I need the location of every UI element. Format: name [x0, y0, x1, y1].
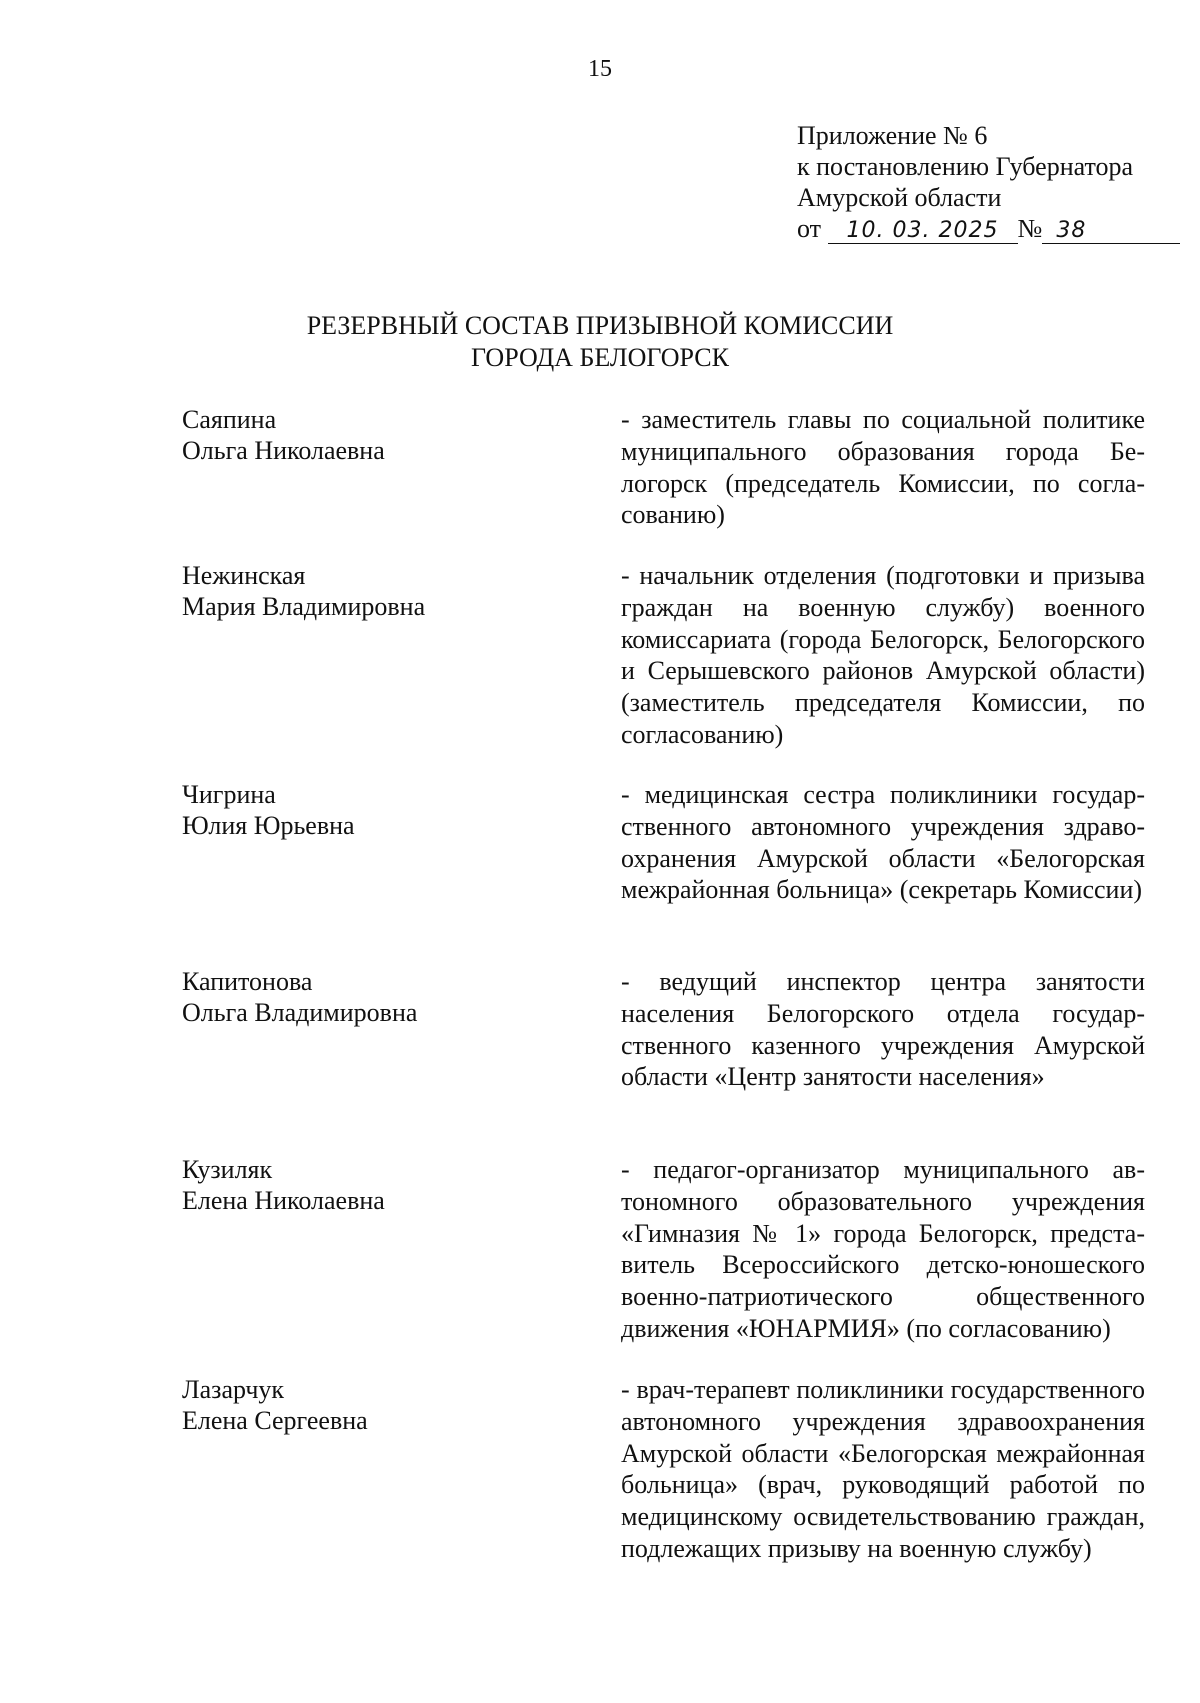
member-role: - ведущий инспектор центра занятости населения Белогорского отдела государственного казенного учреждения Амурской области «Центр занятости населения»: [621, 967, 1145, 1092]
number-prefix: №: [1017, 214, 1043, 243]
appendix-date-line: [797, 213, 1180, 244]
member-name: [182, 1154, 622, 1345]
handwritten-number-field: [1042, 217, 1180, 244]
member-entry: [182, 1374, 1145, 1565]
member-given-names: Ольга Николаевна: [182, 436, 385, 465]
member-name: [182, 779, 622, 906]
member-role: - медицинская сестра поликлиники государственного автономного учреждения здравоохранения Амурской области «Белогорская межрайонная больница» (секретарь Комиссии): [621, 780, 1145, 905]
member-surname: Саяпина: [182, 405, 277, 434]
handwritten-date: 10. 03. 2025: [846, 218, 999, 243]
member-role: - врач-терапевт поликлиники государственного автономного учреждения здравоохранения Амурской области «Белогорская межрайонная больница» (врач, руководящий работой по медицинскому освидетельствованию граждан, подлежащих призыву на военную службу): [621, 1375, 1145, 1563]
appendix-title: Приложение № 6: [797, 121, 988, 150]
handwritten-date-field: [828, 217, 1018, 244]
member-role: - педагог-организатор муниципального автономного образовательного учреждения «Гимназия № 1» города Белогорск, представитель Всероссийского детско-юношеского военно-патриотического общественного движения «ЮНАРМИЯ» (по согласованию): [621, 1155, 1145, 1343]
member-entry: [182, 1154, 1145, 1345]
member-name: [182, 1374, 622, 1565]
member-surname: Чигрина: [182, 780, 276, 809]
member-entry: [182, 560, 1145, 751]
appendix-region-line: Амурской области: [797, 183, 1002, 212]
member-role: - начальник отделения (подготовки и призыва граждан на военную службу) военного комиссариата (города Белогорск, Белогорского и Серышевского районов Амурской области) (заместитель председателя Комиссии, по согласованию): [621, 561, 1145, 749]
member-given-names: Мария Владимировна: [182, 592, 426, 621]
member-name: [182, 404, 622, 531]
member-entry: [182, 966, 1145, 1093]
document-title-line-2: ГОРОДА БЕЛОГОРСК: [471, 343, 729, 372]
member-entry: [182, 404, 1145, 531]
document-title: [0, 310, 1200, 374]
appendix-decree-line: к постановлению Губернатора: [797, 152, 1134, 181]
member-surname: Лазарчук: [182, 1375, 285, 1404]
member-given-names: Елена Николаевна: [182, 1186, 385, 1215]
member-surname: Кузиляк: [182, 1155, 273, 1184]
member-name: [182, 966, 622, 1093]
member-role: - заместитель главы по социальной политике муниципального образования города Белогорск (председатель Комиссии, по согласованию): [621, 405, 1145, 530]
member-entry: [182, 779, 1145, 906]
handwritten-number: 38: [1056, 218, 1087, 243]
member-given-names: Юлия Юрьевна: [182, 811, 355, 840]
member-given-names: Елена Сергеевна: [182, 1406, 368, 1435]
appendix-header: [797, 120, 1180, 244]
member-name: [182, 560, 622, 751]
member-surname: Нежинская: [182, 561, 306, 590]
page-number: 15: [588, 56, 612, 82]
member-surname: Капитонова: [182, 967, 313, 996]
member-given-names: Ольга Владимировна: [182, 998, 418, 1027]
document-title-line-1: РЕЗЕРВНЫЙ СОСТАВ ПРИЗЫВНОЙ КОМИССИИ: [306, 311, 894, 340]
date-prefix: от: [797, 214, 822, 243]
